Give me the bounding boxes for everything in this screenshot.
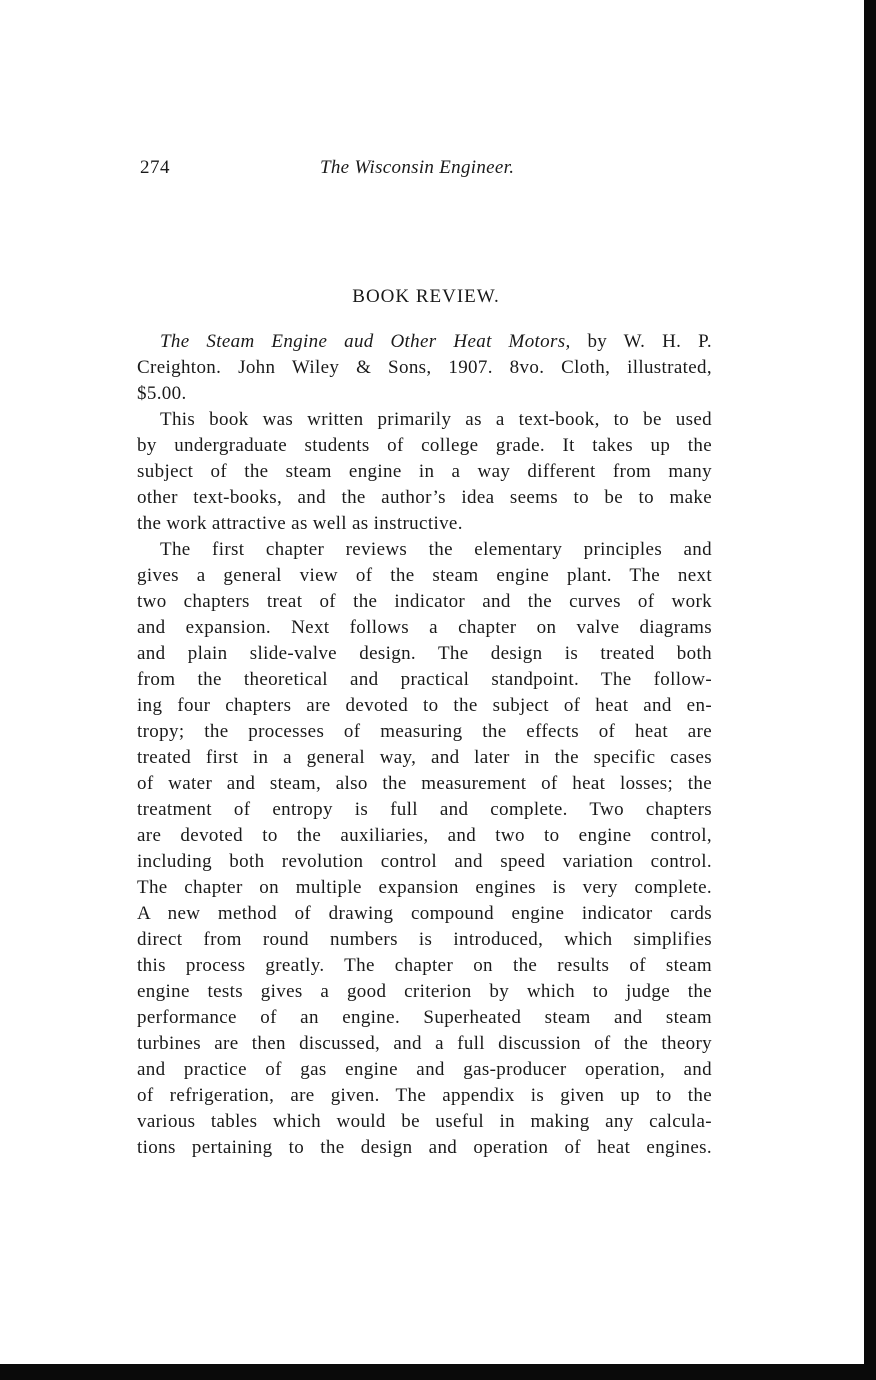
text-line: two chapters treat of the indicator and the curves of work — [137, 591, 712, 612]
text-line: various tables which would be useful in making any calcula- — [137, 1111, 712, 1132]
text-line: treated first in a general way, and later in the specific cases — [137, 747, 712, 768]
running-head: The Wisconsin Engineer. — [320, 157, 515, 178]
citation-price: $5.00. — [137, 383, 187, 404]
text-line: ing four chapters are devoted to the subject of heat and en- — [137, 695, 712, 716]
text-line: other text-books, and the author’s idea seems to be to make — [137, 487, 712, 508]
page-number: 274 — [140, 157, 170, 178]
text-line: The first chapter reviews the elementary principles and — [160, 539, 712, 560]
text-line: this process greatly. The chapter on the results of steam — [137, 955, 712, 976]
text-line: This book was written primarily as a text-book, to be used — [160, 409, 712, 430]
book-title: The Steam Engine aud Other Heat Motors, — [160, 331, 571, 352]
citation-line — [160, 329, 712, 355]
text-line: turbines are then discussed, and a full discussion of the theory — [137, 1033, 712, 1054]
text-line: of refrigeration, are given. The appendix is given up to the — [137, 1085, 712, 1106]
text-line: performance of an engine. Superheated steam and steam — [137, 1007, 712, 1028]
text-line: including both revolution control and speed variation control. — [137, 851, 712, 872]
text-line: engine tests gives a good criterion by which to judge the — [137, 981, 712, 1002]
text-line: by undergraduate students of college grade. It takes up the — [137, 435, 712, 456]
citation-author: by W. H. P. — [587, 331, 712, 352]
text-line: gives a general view of the steam engine plant. The next — [137, 565, 712, 586]
scan-border-bottom — [0, 1364, 876, 1380]
text-line: and practice of gas engine and gas-producer operation, and — [137, 1059, 712, 1080]
article-title: BOOK REVIEW. — [352, 286, 500, 307]
text-line: from the theoretical and practical standpoint. The follow- — [137, 669, 712, 690]
text-line: and expansion. Next follows a chapter on valve diagrams — [137, 617, 712, 638]
text-line: The chapter on multiple expansion engines is very complete. — [137, 877, 712, 898]
text-line: tions pertaining to the design and operation of heat engines. — [137, 1137, 712, 1158]
text-line: direct from round numbers is introduced, which simplifies — [137, 929, 712, 950]
text-line: and plain slide-valve design. The design is treated both — [137, 643, 712, 664]
text-line: subject of the steam engine in a way different from many — [137, 461, 712, 482]
text-line: of water and steam, also the measurement of heat losses; the — [137, 773, 712, 794]
text-line: are devoted to the auxiliaries, and two to engine control, — [137, 825, 712, 846]
text-line: the work attractive as well as instructive. — [137, 513, 463, 534]
text-line: A new method of drawing compound engine indicator cards — [137, 903, 712, 924]
citation-line: Creighton. John Wiley & Sons, 1907. 8vo. Cloth, illustrated, — [137, 357, 712, 378]
scan-border-right — [864, 0, 876, 1380]
text-line: tropy; the processes of measuring the effects of heat are — [137, 721, 712, 742]
text-line: treatment of entropy is full and complete. Two chapters — [137, 799, 712, 820]
